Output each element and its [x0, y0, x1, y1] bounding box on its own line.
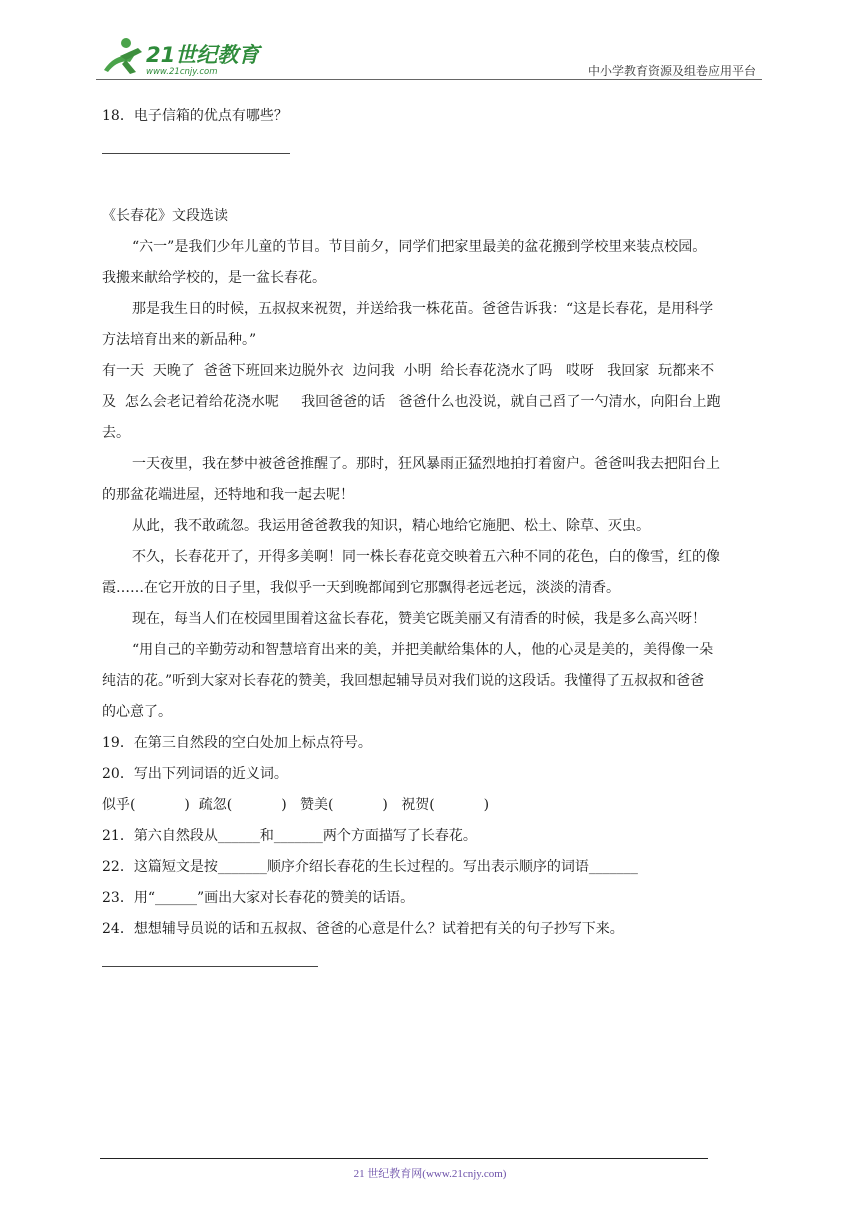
passage-line: 有一天 天晚了 爸爸下班回来边脱外衣 边问我 小明 给长春花浇水了吗 哎呀 我回家 玩都来不 — [102, 363, 715, 379]
passage-line: 的那盆花端进屋，还特地和我一起去呢！ — [102, 487, 354, 503]
passage-line: 从此，我不敢疏忽。我运用爸爸教我的知识，精心地给它施肥、松土、除草、灭虫。 — [132, 518, 650, 534]
header-divider — [96, 79, 762, 80]
passage-line: 现在，每当人们在校园里围着这盆长春花，赞美它既美丽又有清香的时候，我是多么高兴呀！ — [132, 611, 706, 627]
logo-text: 21世纪教育 — [146, 43, 260, 67]
answer-line-24 — [102, 966, 318, 967]
passage-line: “用自己的辛勤劳动和智慧培育出来的美，并把美献给集体的人，他的心灵是美的，美得像一朵 — [132, 642, 714, 658]
question-23: 23．用“______”画出大家对长春花的赞美的话语。 — [102, 890, 415, 906]
page-footer: 21 世纪教育网(www.21cnjy.com) — [353, 1168, 507, 1180]
passage-line: 及 怎么会老记着给花浇水呢 我回爸爸的话 爸爸什么也没说，就自己舀了一勺清水，向阳台上跑 — [102, 394, 721, 410]
worksheet-content — [102, 101, 764, 967]
platform-name: 中小学教育资源及组卷应用平台 — [587, 64, 756, 78]
page-header — [96, 36, 762, 80]
question-18: 18．电子信箱的优点有哪些？ — [102, 108, 288, 124]
question-21: 21．第六自然段从______和_______两个方面描写了长春花。 — [102, 828, 477, 844]
logo-url: www.21cnjy.com — [146, 67, 218, 77]
question-24: 24．想想辅导员说的话和五叔叔、爸爸的心意是什么？试着把有关的句子抄写下来。 — [102, 921, 624, 937]
question-20: 20．写出下列词语的近义词。 — [102, 766, 288, 782]
passage-line: 我搬来献给学校的，是一盆长春花。 — [102, 270, 326, 286]
passage-title: 《长春花》文段选读 — [102, 208, 228, 224]
question-20-blanks: 似乎( ) 疏忽( ) 赞美( ) 祝贺( ) — [102, 797, 490, 813]
site-logo — [96, 36, 266, 78]
passage-line: “六一”是我们少年儿童的节目。节目前夕，同学们把家里最美的盆花搬到学校里来装点校园。 — [132, 239, 707, 255]
passage-line: 方法培育出来的新品种。” — [102, 332, 257, 348]
passage-line: 去。 — [102, 425, 130, 441]
passage-line: 的心意了。 — [102, 704, 172, 720]
question-19: 19．在第三自然段的空白处加上标点符号。 — [102, 735, 372, 751]
passage-line: 那是我生日的时候，五叔叔来祝贺，并送给我一株花苗。爸爸告诉我：“这是长春花，是用科学 — [132, 301, 714, 317]
passage-line: 纯洁的花。”听到大家对长春花的赞美，我回想起辅导员对我们说的这段话。我懂得了五叔叔和爸爸 — [102, 673, 705, 689]
question-22: 22．这篇短文是按_______顺序介绍长春花的生长过程的。写出表示顺序的词语_______ — [102, 859, 638, 875]
passage-line: 不久，长春花开了，开得多美啊！同一株长春花竟交映着五六种不同的花色，白的像雪，红的像 — [132, 549, 720, 565]
footer-divider — [100, 1158, 708, 1159]
passage-line: 一天夜里，我在梦中被爸爸推醒了。那时，狂风暴雨正猛烈地拍打着窗户。爸爸叫我去把阳台上 — [132, 456, 720, 472]
passage-line: 霞……在它开放的日子里，我似乎一天到晚都闻到它那飘得老远老远，淡淡的清香。 — [102, 580, 620, 596]
